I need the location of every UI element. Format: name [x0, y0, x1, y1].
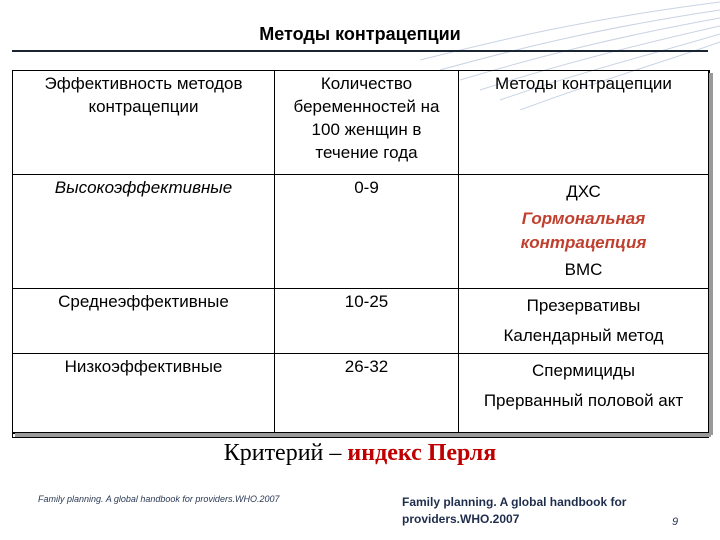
method-item: Презервативы: [526, 296, 641, 315]
source-citation-small: Family planning. A global handbook for providers.WHO.2007: [38, 494, 280, 504]
method-item: Календарный метод: [503, 326, 664, 345]
criterion-line: [0, 440, 720, 467]
table-header-row: [13, 71, 709, 175]
count-cell: 26-32: [275, 354, 459, 438]
method-item-highlight: Гормональная контрацепция: [520, 209, 647, 252]
count-cell: 0-9: [275, 175, 459, 289]
level-cell: Низкоэффективные: [13, 354, 275, 438]
level-cell: Высокоэффективные: [13, 175, 275, 289]
criterion-prefix: Критерий –: [223, 440, 348, 466]
methods-cell: [459, 289, 709, 354]
table-row: [13, 354, 709, 438]
header-pregnancy-count: Количество беременностей на 100 женщин в течение года: [275, 71, 459, 175]
contraception-table-frame: [12, 70, 710, 434]
count-cell: 10-25: [275, 289, 459, 354]
source-citation: Family planning. A global handbook for providers.WHO.2007: [402, 495, 627, 526]
header-methods: Методы контрацепции: [459, 71, 709, 175]
title-divider: [12, 50, 708, 52]
method-item: Спермициды: [532, 361, 635, 380]
page-number: 9: [672, 516, 679, 528]
contraception-table: [12, 70, 709, 438]
level-cell: Среднеэффективные: [13, 289, 275, 354]
method-item: Прерванный половой акт: [483, 391, 684, 410]
methods-cell: [459, 354, 709, 438]
table-row: [13, 175, 709, 289]
header-effectiveness: Эффективность методов контрацепции: [13, 71, 275, 175]
method-item: ВМС: [564, 260, 603, 279]
criterion-highlight: индекс Перля: [347, 440, 497, 466]
table-row: [13, 289, 709, 354]
slide-title: Методы контрацепции: [259, 24, 461, 44]
method-item: ДХС: [566, 182, 601, 201]
methods-cell: [459, 175, 709, 289]
